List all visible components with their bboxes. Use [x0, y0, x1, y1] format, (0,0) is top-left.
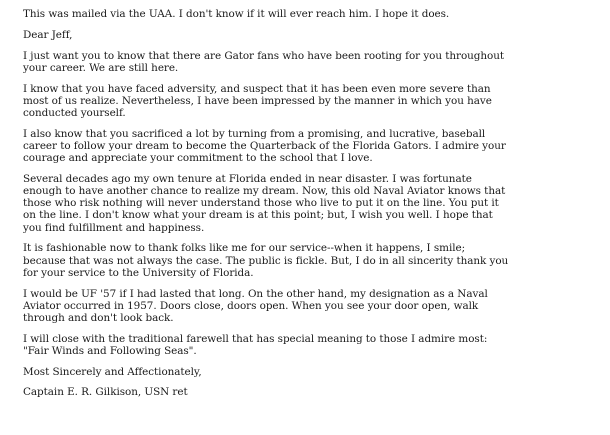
paragraph-line: career to follow your dream to become the Quarterback of the Florida Gators. I admire your — [23, 139, 506, 152]
salutation-text: Dear Jeff, — [23, 28, 73, 41]
paragraph-line: most of us realize. Nevertheless, I have been impressed by the manner in which you have — [23, 94, 492, 107]
paragraph-line: for your service to the University of Florida. — [23, 266, 254, 279]
paragraph-tenure — [23, 173, 595, 234]
mailing-note — [23, 8, 595, 20]
closing — [23, 366, 595, 378]
paragraph-baseball — [23, 128, 595, 165]
paragraph-line: I just want you to know that there are Gator fans who have been rooting for you throughout — [23, 49, 505, 62]
signature — [23, 386, 595, 398]
paragraph-line: I know that you have faced adversity, and suspect that it has been even more severe than — [23, 82, 491, 95]
paragraph-line: you find fulfillment and happiness. — [23, 221, 205, 234]
salutation — [23, 29, 595, 41]
closing-text: Most Sincerely and Affectionately, — [23, 365, 202, 378]
paragraph-line: enough to have another chance to realize my dream. Now, this old Naval Aviator knows that — [23, 185, 506, 198]
paragraph-line: because that was not always the case. The public is fickle. But, I do in all sincerity thank you — [23, 254, 509, 267]
paragraph-line: on the line. I don't know what your dream is at this point; but, I wish you well. I hope that — [23, 209, 493, 222]
paragraph-line: I will close with the traditional farewell that has special meaning to those I admire most: — [23, 332, 488, 345]
paragraph-uf-57 — [23, 288, 595, 325]
paragraph-line: courage and appreciate your commitment to the school that I love. — [23, 152, 373, 165]
signature-text: Captain E. R. Gilkison, USN ret — [23, 386, 188, 399]
paragraph-line: Aviator occurred in 1957. Doors close, doors open. When you see your door open, walk — [23, 299, 479, 312]
paragraph-farewell — [23, 333, 595, 357]
paragraph-line: through and don't look back. — [23, 311, 174, 324]
paragraph-line: conducted yourself. — [23, 106, 126, 119]
paragraph-line: Several decades ago my own tenure at Florida ended in near disaster. I was fortunate — [23, 172, 472, 185]
letter-body — [23, 8, 595, 407]
paragraph-line: I would be UF '57 if I had lasted that long. On the other hand, my designation as a Naval — [23, 287, 488, 300]
paragraph-line: "Fair Winds and Following Seas". — [23, 344, 197, 357]
paragraph-line: your career. We are still here. — [23, 61, 179, 74]
paragraph-line: those who risk nothing will never understand those who live to put it on the line. You put it — [23, 197, 499, 210]
paragraph-gator-fans — [23, 50, 595, 74]
paragraph-service — [23, 242, 595, 279]
mailing-note-text: This was mailed via the UAA. I don't know if it will ever reach him. I hope it does. — [23, 8, 450, 20]
paragraph-line: I also know that you sacrificed a lot by turning from a promising, and lucrative, baseball — [23, 127, 486, 140]
paragraph-adversity — [23, 83, 595, 120]
paragraph-line: It is fashionable now to thank folks like me for our service--when it happens, I smile; — [23, 242, 466, 255]
